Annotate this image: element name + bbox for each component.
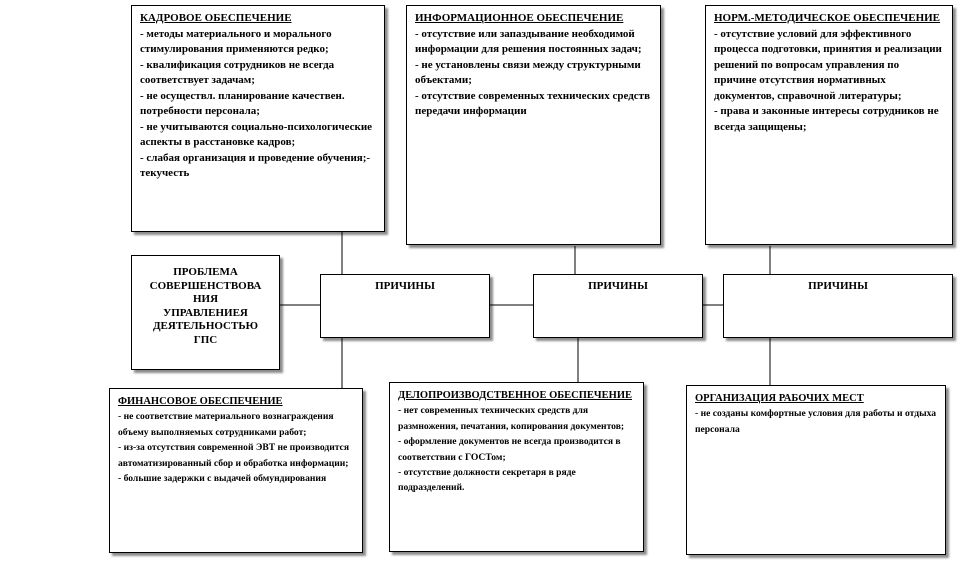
cause-info-item: - не установлены связи между структурными объектами; (415, 58, 641, 86)
cause-finance-title: ФИНАНСОВОЕ ОБЕСПЕЧЕНИЕ (118, 396, 283, 407)
cause-staff-title: КАДРОВОЕ ОБЕСПЕЧЕНИЕ (140, 12, 292, 24)
cause-norm-title: НОРМ.-МЕТОДИЧЕСКОЕ ОБЕСПЕЧЕНИЕ (714, 12, 941, 24)
cause-norm-item: - права и законные интересы сотрудников не всегда защищены; (714, 105, 939, 133)
problem-line: ГПС (193, 333, 218, 346)
cause-node-label: ПРИЧИНЫ (808, 280, 868, 292)
cause-records-box (389, 382, 644, 552)
cause-finance-item: - из-за отсутствия современной ЭВТ не производится автоматизированный сбор и обработка информации; (118, 442, 350, 469)
cause-node-1 (320, 274, 490, 338)
problem-line: ПРОБЛЕМА (173, 266, 238, 278)
cause-finance-box (109, 388, 363, 553)
cause-info-item: - отсутствие современных технических средств передачи информации (415, 89, 651, 117)
cause-finance-item: - большие задержки с выдачей обмундирования (118, 473, 327, 485)
problem-line: ДЕЯТЕЛЬНОСТЬЮ (152, 320, 259, 332)
cause-finance-item: - не соответствие материального вознаграждения объему выполняемых сотрудниками работ; (118, 411, 334, 438)
cause-staff-item: - не осуществл. планирование качествен. потребности персонала; (140, 89, 345, 117)
cause-staff-item: - не учитываются социально-психологические аспекты в расстановке кадров; (140, 120, 373, 148)
problem-line: НИЯ (192, 293, 219, 305)
cause-norm-item: - отсутствие условий для эффективного процесса подготовки, принятия и реализации решений по вопросам управления по причине отсутствия нормативных документов, справочной литературы; (714, 27, 942, 102)
cause-norm-box (705, 5, 953, 245)
cause-node-3 (723, 274, 953, 338)
cause-staff-item: - квалификация сотрудников не всегда соответствует задачам; (140, 58, 335, 86)
cause-staff-box (131, 5, 385, 232)
cause-info-item: - отсутствие или запаздывание необходимой информации для решения постоянных задач; (415, 27, 642, 55)
cause-records-item: - оформление документов не всегда производится в соответствии с ГОСТом; (398, 436, 621, 463)
problem-line: УПРАВЛЕНИЕЯ (163, 306, 248, 319)
problem-line: СОВЕРШЕНСТВОВА (149, 279, 262, 292)
cause-records-item: - отсутствие должности секретаря в ряде подразделений. (398, 467, 576, 494)
cause-info-box (406, 5, 661, 245)
cause-info-title: ИНФОРМАЦИОННОЕ ОБЕСПЕЧЕНИЕ (415, 12, 624, 24)
cause-workplace-box (686, 385, 946, 555)
cause-records-title: ДЕЛОПРОИЗВОДСТВЕННОЕ ОБЕСПЕЧЕНИЕ (398, 390, 632, 401)
cause-workplace-item: - не созданы комфортные условия для работы и отдыха персонала (695, 408, 937, 435)
cause-staff-item: - методы материального и морального стимулирования применяются редко; (140, 27, 332, 55)
cause-node-2 (533, 274, 703, 338)
cause-node-label: ПРИЧИНЫ (588, 280, 648, 292)
cause-workplace-title: ОРГАНИЗАЦИЯ РАБОЧИХ МЕСТ (695, 393, 864, 404)
cause-node-label: ПРИЧИНЫ (375, 280, 435, 292)
problem-box (131, 255, 280, 370)
cause-staff-item: - слабая организация и проведение обучения;-текучесть (140, 151, 371, 179)
cause-records-item: - нет современных технических средств для размножения, печатания, копирования документов; (398, 405, 625, 432)
